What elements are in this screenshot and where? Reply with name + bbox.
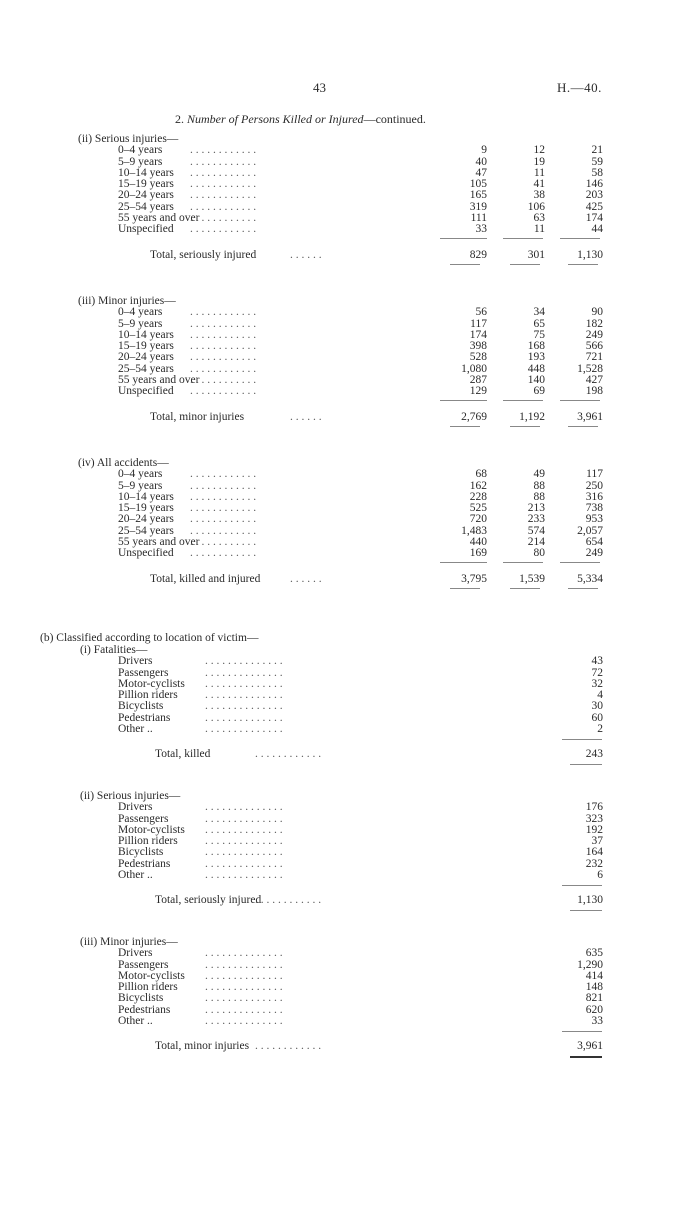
total-value: 3,795 [461,572,487,585]
title-prefix: 2. [175,112,184,126]
leader-dots: . . . . . . . . . . . . . . [205,677,283,690]
row-label: Pedestrians [118,1003,171,1016]
total-label: Total, killed [155,748,211,761]
row-label: 5–9 years [118,155,163,168]
row-label: 20–24 years [118,189,174,202]
cell-value: 38 [533,189,545,202]
leader-dots: . . . . . . . . . . . . [190,502,257,515]
row-label: 10–14 years [118,328,174,341]
table-row [0,870,700,881]
cell-value: 30 [591,700,603,713]
cell-value: 65 [533,317,545,330]
total-value: 829 [469,248,487,261]
leader-dots: . . . . . . . . . . . . [190,490,257,503]
row-label: Unspecified [118,547,174,560]
cell-value: 574 [527,524,545,537]
cell-value: 75 [533,328,545,341]
row-label: Bicyclists [118,846,164,859]
cell-value: 88 [533,479,545,492]
row-label: 20–24 years [118,351,174,364]
cell-value: 11 [533,166,545,179]
cell-value: 316 [585,490,603,503]
serious-injuries-by-age [0,134,700,270]
leader-dots: . . . . . . . . . . . . . . [205,846,283,859]
group-heading: (iv) All accidents— [78,457,169,469]
cell-value: 19 [533,155,545,168]
cell-value: 654 [585,536,603,549]
total-label: Total, killed and injured [150,572,261,585]
cell-value: 193 [527,351,545,364]
subtotal-rule [503,238,543,239]
row-label: 0–4 years [118,306,163,319]
cell-value: 448 [527,362,545,375]
row-label: Drivers [118,655,153,668]
leader-dots: . . . . . . . . . . . . . . [205,947,283,960]
table-row [0,656,700,667]
row-label: 0–4 years [118,468,163,481]
cell-value: 528 [469,351,487,364]
leader-dots: . . . . . . . . . . . . [190,306,257,319]
total-value: 2,769 [461,410,487,423]
total-label: Total, seriously injured [150,248,257,261]
table-row [0,548,700,559]
row-label: Passengers [118,958,169,971]
cell-value: 68 [475,468,487,481]
leader-dots: . . . . . . . . . . . . . . [205,981,283,994]
spacer [0,424,700,432]
row-label: 55 years and over [118,212,200,225]
cell-value: 174 [585,212,603,225]
section-b-heading: (b) Classified according to location of victim— [40,632,259,644]
cell-value: 148 [585,981,603,994]
table-row [0,859,700,870]
leader-dots: . . . . . . . . . . . . [190,178,257,191]
spacer [0,586,700,594]
row-label: 20–24 years [118,513,174,526]
cell-value: 106 [527,200,545,213]
title-italic: Number of Persons Killed or Injured [187,112,364,126]
leader-dots: . . . . . . . . . . . . . . [205,700,283,713]
cell-value: 182 [585,317,603,330]
subtotal-rule [440,562,487,563]
leader-dots: . . . . . . . . . . . . . . [205,835,283,848]
cell-value: 2 [597,723,603,736]
cell-value: 33 [475,223,487,236]
cell-value: 59 [591,155,603,168]
cell-value: 33 [591,1015,603,1028]
subtotal-rule [562,739,602,740]
total-label: Total, minor injuries [150,410,245,423]
row-label: Drivers [118,947,153,960]
subtotal-rule [440,238,487,239]
cell-value: 162 [469,479,487,492]
minor-injuries-by-age [0,296,700,432]
group-heading: (i) Fatalities— [80,644,148,656]
cell-value: 427 [585,374,603,387]
cell-value: 425 [585,200,603,213]
table-row [0,145,700,156]
subtotal-rule [503,562,543,563]
cell-value: 721 [585,351,603,364]
leader-dots: . . . . . . . . . . . . . . [205,1015,283,1028]
cell-value: 140 [527,374,545,387]
fatalities-by-location [0,645,700,769]
total-value: 3,961 [577,1040,603,1053]
cell-value: 440 [469,536,487,549]
cell-value: 56 [475,306,487,319]
leader-dots: . . . . . . . . . . . . . . [205,655,283,668]
cell-value: 146 [585,178,603,191]
row-label: Motor-cyclists [118,677,185,690]
row-label: 15–19 years [118,340,174,353]
cell-value: 525 [469,502,487,515]
cell-value: 414 [585,969,603,982]
cell-value: 203 [585,189,603,202]
cell-value: 214 [527,536,545,549]
leader-dots: . . . . . . . . . . . . [190,212,257,225]
subtotal-rule [560,562,600,563]
row-label: Pillion riders [118,689,178,702]
cell-value: 117 [470,317,487,330]
row-label: 15–19 years [118,502,174,515]
spacer [0,236,700,248]
total-rule [450,264,480,265]
spacer [0,1053,700,1061]
row-label: 10–14 years [118,490,174,503]
leader-dots: . . . . . . . . . . . . . . [205,823,283,836]
row-label: Passengers [118,812,169,825]
cell-value: 72 [591,666,603,679]
spacer [0,881,700,893]
row-label: Other .. [118,869,153,882]
row-label: Motor-cyclists [118,969,185,982]
total-rule [568,264,598,265]
cell-value: 398 [469,340,487,353]
page-number: 43 [313,80,326,95]
spacer [0,907,700,915]
cell-value: 111 [470,212,487,225]
table-row [0,713,700,724]
cell-value: 1,290 [577,958,603,971]
spacer [0,735,700,747]
total-row [0,572,700,586]
cell-value: 4 [597,689,603,702]
row-label: 5–9 years [118,317,163,330]
leader-dots: . . . . . . . . . . . . [190,468,257,481]
row-label: Unspecified [118,385,174,398]
spacer [0,262,700,270]
leader-dots: . . . . . . . . . . . . [190,385,257,398]
cell-value: 2,057 [577,524,603,537]
leader-dots: . . . . . . . . . . . . . . [205,723,283,736]
total-row [0,747,700,761]
row-label: 55 years and over [118,374,200,387]
cell-value: 129 [469,385,487,398]
row-label: Bicyclists [118,700,164,713]
cell-value: 11 [533,223,545,236]
all-accidents-by-age [0,458,700,594]
total-row [0,1039,700,1053]
document-reference: H.—40. [557,80,602,95]
leader-dots: . . . . . . [290,248,322,261]
row-label: Other .. [118,723,153,736]
row-label: 25–54 years [118,200,174,213]
table-row [0,802,700,813]
leader-dots: . . . . . . . . . . . . [255,748,322,761]
row-label: Pillion riders [118,981,178,994]
leader-dots: . . . . . . . . . . . . . . [205,869,283,882]
leader-dots: . . . . . . . . . . . . [190,362,257,375]
total-value: 1,192 [519,410,545,423]
cell-value: 37 [591,835,603,848]
leader-dots: . . . . . . . . . . . . [190,351,257,364]
cell-value: 1,528 [577,362,603,375]
table-row [0,307,700,318]
total-rule [450,588,480,589]
cell-value: 49 [533,468,545,481]
cell-value: 117 [586,468,603,481]
leader-dots: . . . . . . . . . . . . [190,200,257,213]
leader-dots: . . . . . . . . . . . . [190,479,257,492]
leader-dots: . . . . . . . . . . . . [190,328,257,341]
subtotal-rule [562,1031,602,1032]
cell-value: 169 [469,547,487,560]
cell-value: 88 [533,490,545,503]
group-heading: (ii) Serious injuries— [78,133,179,145]
row-label: 25–54 years [118,362,174,375]
cell-value: 165 [469,189,487,202]
total-rule [510,588,540,589]
cell-value: 6 [597,869,603,882]
cell-value: 43 [591,655,603,668]
leader-dots: . . . . . . . . . . . . . . [205,857,283,870]
subtotal-rule [503,400,543,401]
leader-dots: . . . . . . . . . . . . [190,547,257,560]
total-rule [570,910,602,911]
cell-value: 192 [585,823,603,836]
cell-value: 63 [533,212,545,225]
total-value: 5,334 [577,572,603,585]
leader-dots: . . . . . . . . . . . . [190,144,257,157]
total-rule [570,764,602,765]
total-rule [510,426,540,427]
group-heading: (iii) Minor injuries— [80,936,178,948]
group-heading: (ii) Serious injuries— [80,790,181,802]
leader-dots: . . . . . . . . . . . . . . [205,812,283,825]
cell-value: 319 [469,200,487,213]
row-label: Drivers [118,801,153,814]
total-row [0,410,700,424]
cell-value: 228 [469,490,487,503]
spacer [0,560,700,572]
cell-value: 69 [533,385,545,398]
leader-dots: . . . . . . . . . . . . . . [205,666,283,679]
cell-value: 9 [481,144,487,157]
leader-dots: . . . . . . . . . . . . [190,374,257,387]
total-label: Total, seriously injured [155,894,262,907]
cell-value: 80 [533,547,545,560]
leader-dots: . . . . . . . . . . . . . . [205,992,283,1005]
row-label: 55 years and over [118,536,200,549]
cell-value: 41 [533,178,545,191]
subtotal-rule [560,238,600,239]
cell-value: 232 [585,857,603,870]
leader-dots: . . . . . . . . . . . . . . [205,1003,283,1016]
row-label: 5–9 years [118,479,163,492]
cell-value: 40 [475,155,487,168]
cell-value: 105 [469,178,487,191]
spacer [0,1027,700,1039]
leader-dots: . . . . . . . . . . . . [190,166,257,179]
leader-dots: . . . . . . . . . . . . . . [205,969,283,982]
cell-value: 176 [585,801,603,814]
total-rule [568,588,598,589]
row-label: Pillion riders [118,835,178,848]
cell-value: 174 [469,328,487,341]
table-row [0,1016,700,1027]
cell-value: 213 [527,502,545,515]
cell-value: 620 [585,1003,603,1016]
leader-dots: . . . . . . [290,572,322,585]
total-value: 301 [527,248,545,261]
leader-dots: . . . . . . . . . . . . . . [205,958,283,971]
leader-dots: . . . . . . . . . . . . [190,223,257,236]
table-row [0,679,700,690]
row-label: Bicyclists [118,992,164,1005]
leader-dots: . . . . . . . . . . . . [190,524,257,537]
cell-value: 58 [591,166,603,179]
table-row [0,948,700,959]
cell-value: 821 [585,992,603,1005]
spacer [0,398,700,410]
leader-dots: . . . . . . . . . . . . . . [205,689,283,702]
cell-value: 323 [585,812,603,825]
cell-value: 47 [475,166,487,179]
row-label: Other .. [118,1015,153,1028]
row-label: 25–54 years [118,524,174,537]
total-rule [450,426,480,427]
row-label: 0–4 years [118,144,163,157]
total-rule [570,1056,602,1058]
cell-value: 198 [585,385,603,398]
total-row [0,248,700,262]
cell-value: 32 [591,677,603,690]
row-label: 15–19 years [118,178,174,191]
table-row [0,724,700,735]
cell-value: 21 [591,144,603,157]
row-label: Unspecified [118,223,174,236]
leader-dots: . . . . . . . . . . . . . . [205,801,283,814]
total-row [0,893,700,907]
leader-dots: . . . . . . . . . . . . [190,536,257,549]
cell-value: 953 [585,513,603,526]
total-label: Total, minor injuries [155,1040,250,1053]
total-value: 1,539 [519,572,545,585]
cell-value: 233 [527,513,545,526]
serious-injuries-by-location [0,791,700,915]
minor-injuries-by-location [0,937,700,1061]
row-label: Pedestrians [118,711,171,724]
leader-dots: . . . . . . . . . . . . [190,513,257,526]
leader-dots: . . . . . . . . . . . . [190,340,257,353]
total-value: 3,961 [577,410,603,423]
cell-value: 90 [591,306,603,319]
row-label: Passengers [118,666,169,679]
cell-value: 1,080 [461,362,487,375]
cell-value: 12 [533,144,545,157]
leader-dots: . . . . . . [290,410,322,423]
total-value: 1,130 [577,248,603,261]
row-label: Motor-cyclists [118,823,185,836]
leader-dots: . . . . . . . . . . . . [190,317,257,330]
total-rule [568,426,598,427]
total-rule [510,264,540,265]
cell-value: 287 [469,374,487,387]
leader-dots: . . . . . . . . . . . . . . [205,711,283,724]
table-row [0,224,700,235]
cell-value: 250 [585,479,603,492]
cell-value: 1,483 [461,524,487,537]
subtotal-rule [562,885,602,886]
table-row [0,469,700,480]
total-value: 243 [585,748,603,761]
cell-value: 566 [585,340,603,353]
cell-value: 720 [469,513,487,526]
group-heading: (iii) Minor injuries— [78,295,176,307]
cell-value: 60 [591,711,603,724]
cell-value: 738 [585,502,603,515]
subtotal-rule [440,400,487,401]
cell-value: 34 [533,306,545,319]
cell-value: 635 [585,947,603,960]
row-label: Pedestrians [118,857,171,870]
leader-dots: . . . . . . . . . . . . [255,1040,322,1053]
row-label: 10–14 years [118,166,174,179]
cell-value: 249 [585,547,603,560]
leader-dots: . . . . . . . . . . . . [190,155,257,168]
cell-value: 249 [585,328,603,341]
cell-value: 168 [527,340,545,353]
cell-value: 44 [591,223,603,236]
total-value: 1,130 [577,894,603,907]
spacer [0,761,700,769]
title-suffix: —continued. [363,112,426,126]
table-row [0,386,700,397]
subtotal-rule [560,400,600,401]
cell-value: 164 [585,846,603,859]
leader-dots: . . . . . . . . . . . . [255,894,322,907]
leader-dots: . . . . . . . . . . . . [190,189,257,202]
table-title [175,112,426,127]
